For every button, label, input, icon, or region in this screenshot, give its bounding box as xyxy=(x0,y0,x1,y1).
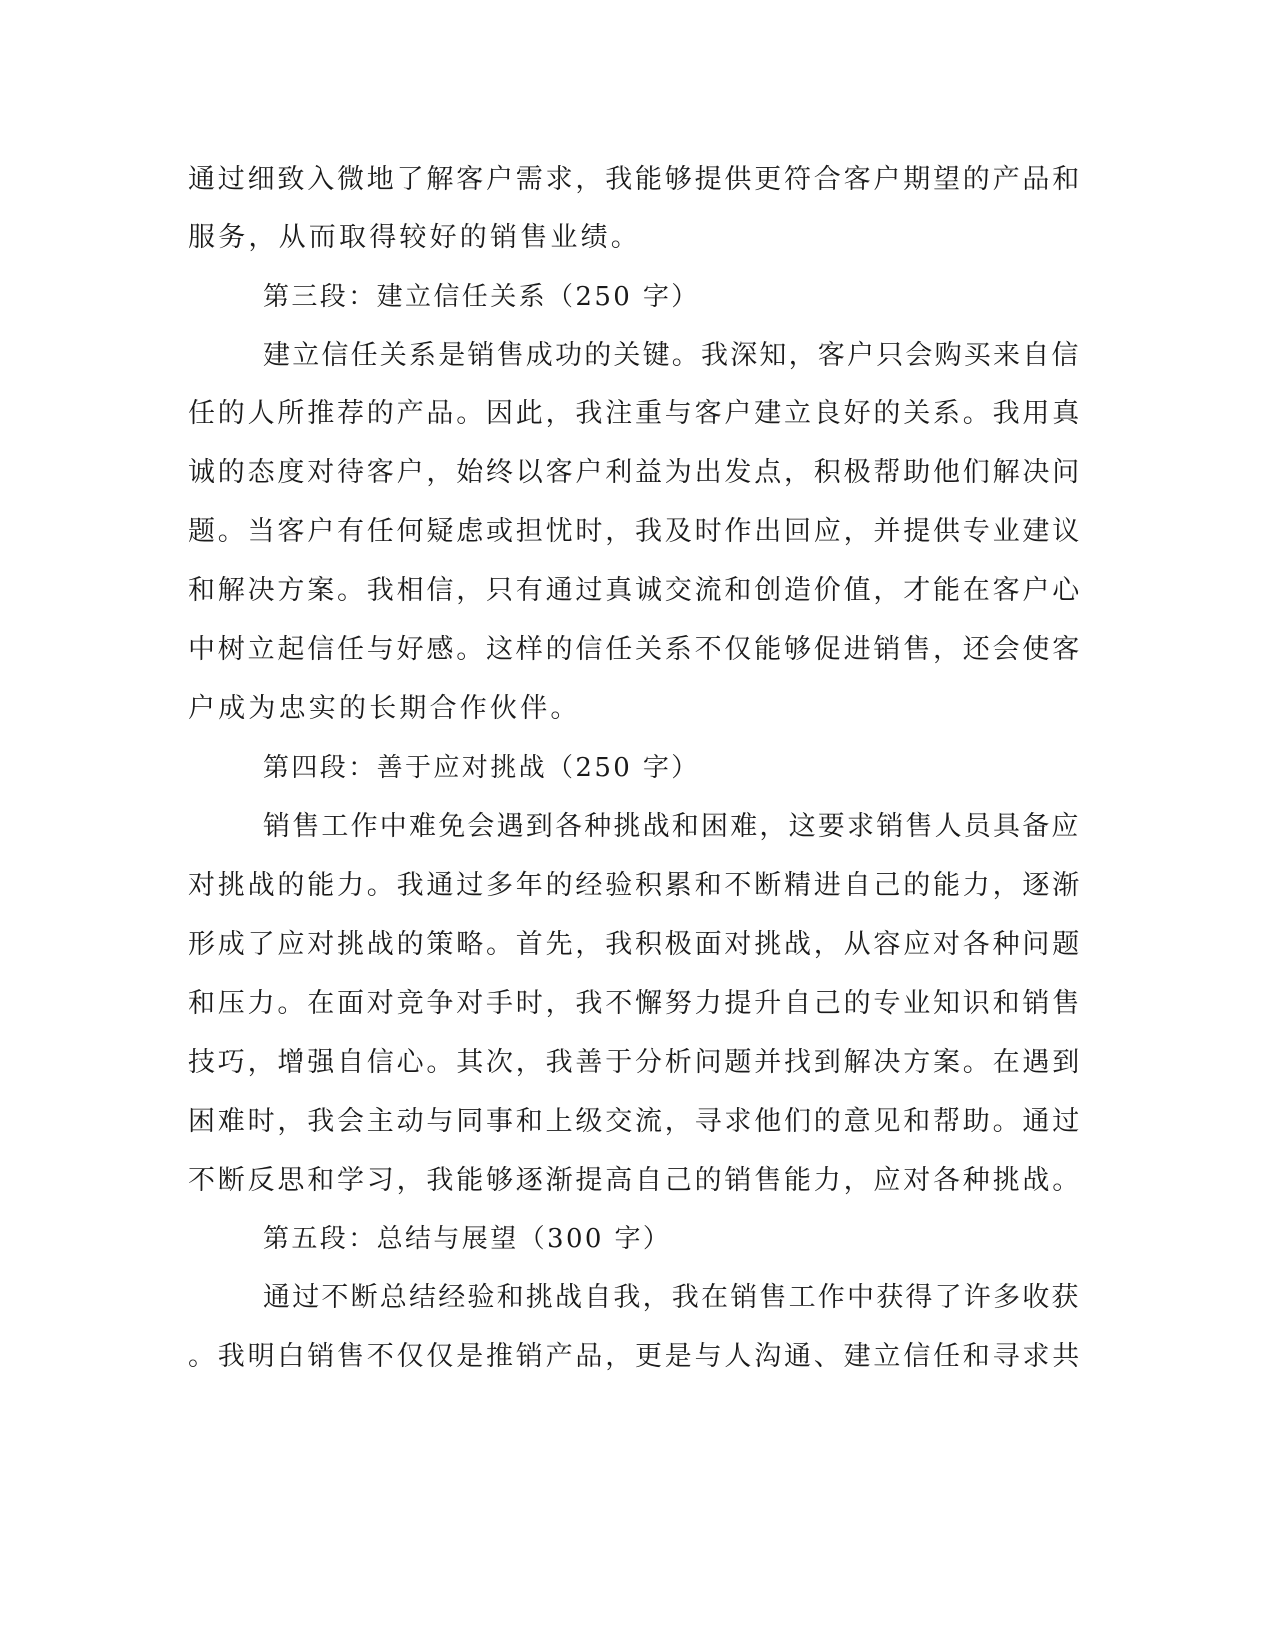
section-heading: 第四段：善于应对挑战（250 字） xyxy=(263,753,700,783)
paragraph-line: 服务，从而取得较好的销售业绩。 xyxy=(188,222,641,253)
section-heading: 第五段：总结与展望（300 字） xyxy=(263,1224,672,1254)
paragraph-line: 技巧，增强自信心。其次，我善于分析问题并找到解决方案。在遇到 xyxy=(188,1047,1082,1078)
paragraph-line: 对挑战的能力。我通过多年的经验积累和不断精进自己的能力，逐渐 xyxy=(188,870,1082,901)
paragraph-line: 不断反思和学习，我能够逐渐提高自己的销售能力，应对各种挑战。 xyxy=(188,1165,1082,1196)
paragraph-line: 通过细致入微地了解客户需求，我能够提供更符合客户期望的产品和 xyxy=(188,164,1082,195)
section-heading: 第三段：建立信任关系（250 字） xyxy=(263,282,700,312)
paragraph-line: 诚的态度对待客户，始终以客户利益为出发点，积极帮助他们解决问 xyxy=(188,457,1082,488)
paragraph-line: 中树立起信任与好感。这样的信任关系不仅能够促进销售，还会使客 xyxy=(188,634,1082,665)
paragraph-line: 题。当客户有任何疑虑或担忧时，我及时作出回应，并提供专业建议 xyxy=(188,516,1082,547)
paragraph-line: 建立信任关系是销售成功的关键。我深知，客户只会购买来自信 xyxy=(263,340,1081,371)
paragraph-line: 任的人所推荐的产品。因此，我注重与客户建立良好的关系。我用真 xyxy=(188,398,1082,429)
paragraph-line: 通过不断总结经验和挑战自我，我在销售工作中获得了许多收获 xyxy=(263,1282,1081,1313)
paragraph-line: 困难时，我会主动与同事和上级交流，寻求他们的意见和帮助。通过 xyxy=(188,1106,1082,1137)
paragraph-line: 。我明白销售不仅仅是推销产品，更是与人沟通、建立信任和寻求共 xyxy=(188,1341,1082,1372)
paragraph-line: 和解决方案。我相信，只有通过真诚交流和创造价值，才能在客户心 xyxy=(188,575,1082,606)
paragraph-line: 形成了应对挑战的策略。首先，我积极面对挑战，从容应对各种问题 xyxy=(188,929,1082,960)
paragraph-line: 户成为忠实的长期合作伙伴。 xyxy=(188,693,581,724)
paragraph-line: 和压力。在面对竞争对手时，我不懈努力提升自己的专业知识和销售 xyxy=(188,988,1082,1019)
paragraph-line: 销售工作中难免会遇到各种挑战和困难，这要求销售人员具备应 xyxy=(263,811,1081,842)
